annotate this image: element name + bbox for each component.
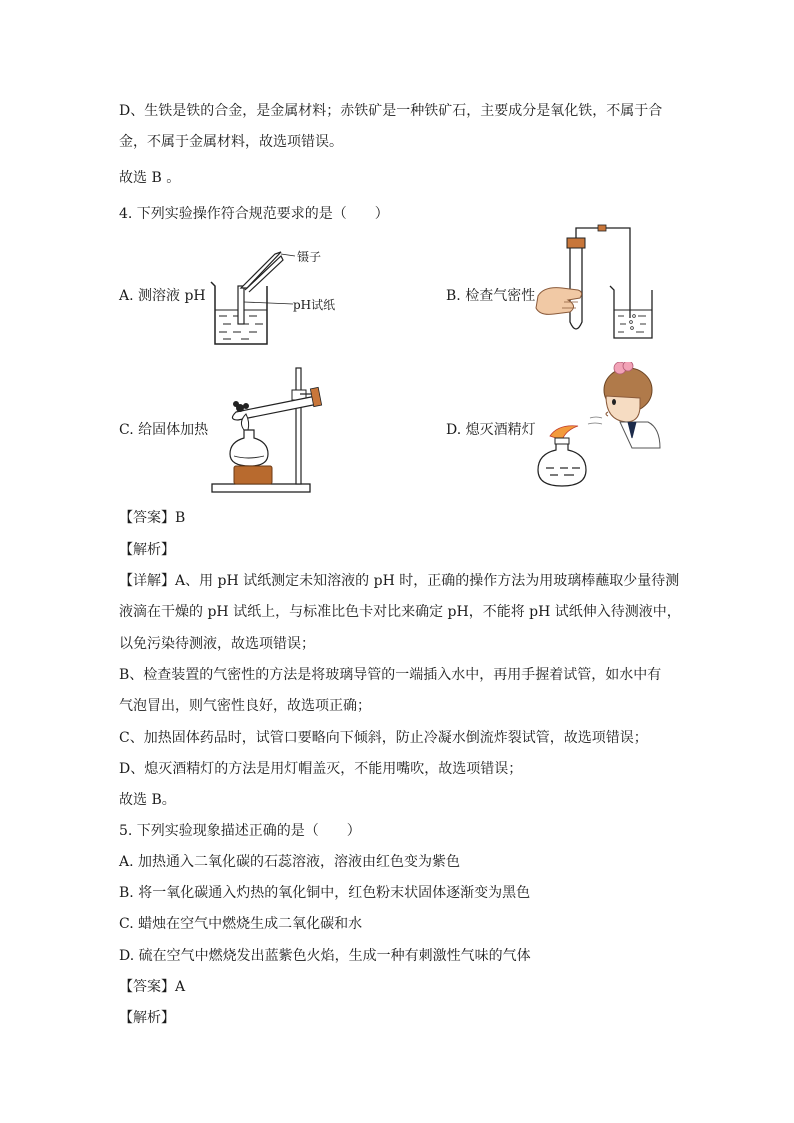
question-5-title: 5. 下列实验现象描述正确的是（ ） [119,823,361,839]
tweezers-label: 镊子 [297,250,322,264]
q5-option-b: B. 将一氧化碳通入灼热的氧化铜中，红色粉末状固体逐渐变为黑色 [119,885,531,901]
q4-analysis-heading: 【解析】 [119,542,175,558]
q4-detail-line4: B、检查装置的气密性的方法是将玻璃导管的一端插入水中，再用手握着试管，如水中有 [119,667,662,683]
paragraph-d-line1: D、生铁是铁的合金，是金属材料；赤铁矿是一种铁矿石，主要成分是氧化铁，不属于合 [119,103,663,119]
q4-detail-line3: 以免污染待测液，故选项错误； [119,636,315,652]
q4-option-c: C. 给固体加热 [119,422,209,438]
q4-detail-line2: 液滴在干燥的 pH 试纸上，与标准比色卡对比来确定 pH，不能将 pH 试纸伸入待测液中， [119,604,681,620]
q4-detail-line6: C、加热固体药品时，试管口要略向下倾斜，防止冷凝水倒流炸裂试管，故选项错误； [119,730,648,746]
question-4-title: 4. 下列实验操作符合规范要求的是（ ） [119,206,389,222]
q4-detail-line1: 【详解】A、用 pH 试纸测定未知溶液的 pH 时，正确的操作方法为用玻璃棒蘸取少量待测 [119,573,680,589]
q4-option-b: B. 检查气密性 [446,288,536,304]
q5-analysis-heading: 【解析】 [119,1010,175,1026]
paragraph-d-line2: 金，不属于金属材料，故选项错误。 [119,134,343,150]
conclusion-q3: 故选 B 。 [119,170,181,186]
q5-option-a: A. 加热通入二氧化碳的石蕊溶液，溶液由红色变为紫色 [119,854,461,870]
q5-answer: 【答案】A [119,979,186,995]
ph-test-figure [205,242,355,348]
q4-option-a: A. 测溶液 pH [119,288,206,304]
q5-option-c: C. 蜡烛在空气中燃烧生成二氧化碳和水 [119,916,363,932]
q4-conclusion: 故选 B。 [119,792,176,808]
q5-option-d: D. 硫在空气中燃烧发出蓝紫色火焰，生成一种有刺激性气味的气体 [119,948,531,964]
q4-detail-line7: D、熄灭酒精灯的方法是用灯帽盖灭，不能用嘴吹，故选项错误； [119,761,523,777]
extinguish-lamp-figure [532,362,662,494]
q4-answer: 【答案】B [119,510,186,526]
airtightness-figure [534,222,664,342]
q4-detail-line5: 气泡冒出，则气密性良好，故选项正确； [119,698,371,714]
heating-solid-figure [208,366,332,496]
ph-paper-label: pH试纸 [293,298,336,312]
q4-option-d: D. 熄灭酒精灯 [446,422,536,438]
